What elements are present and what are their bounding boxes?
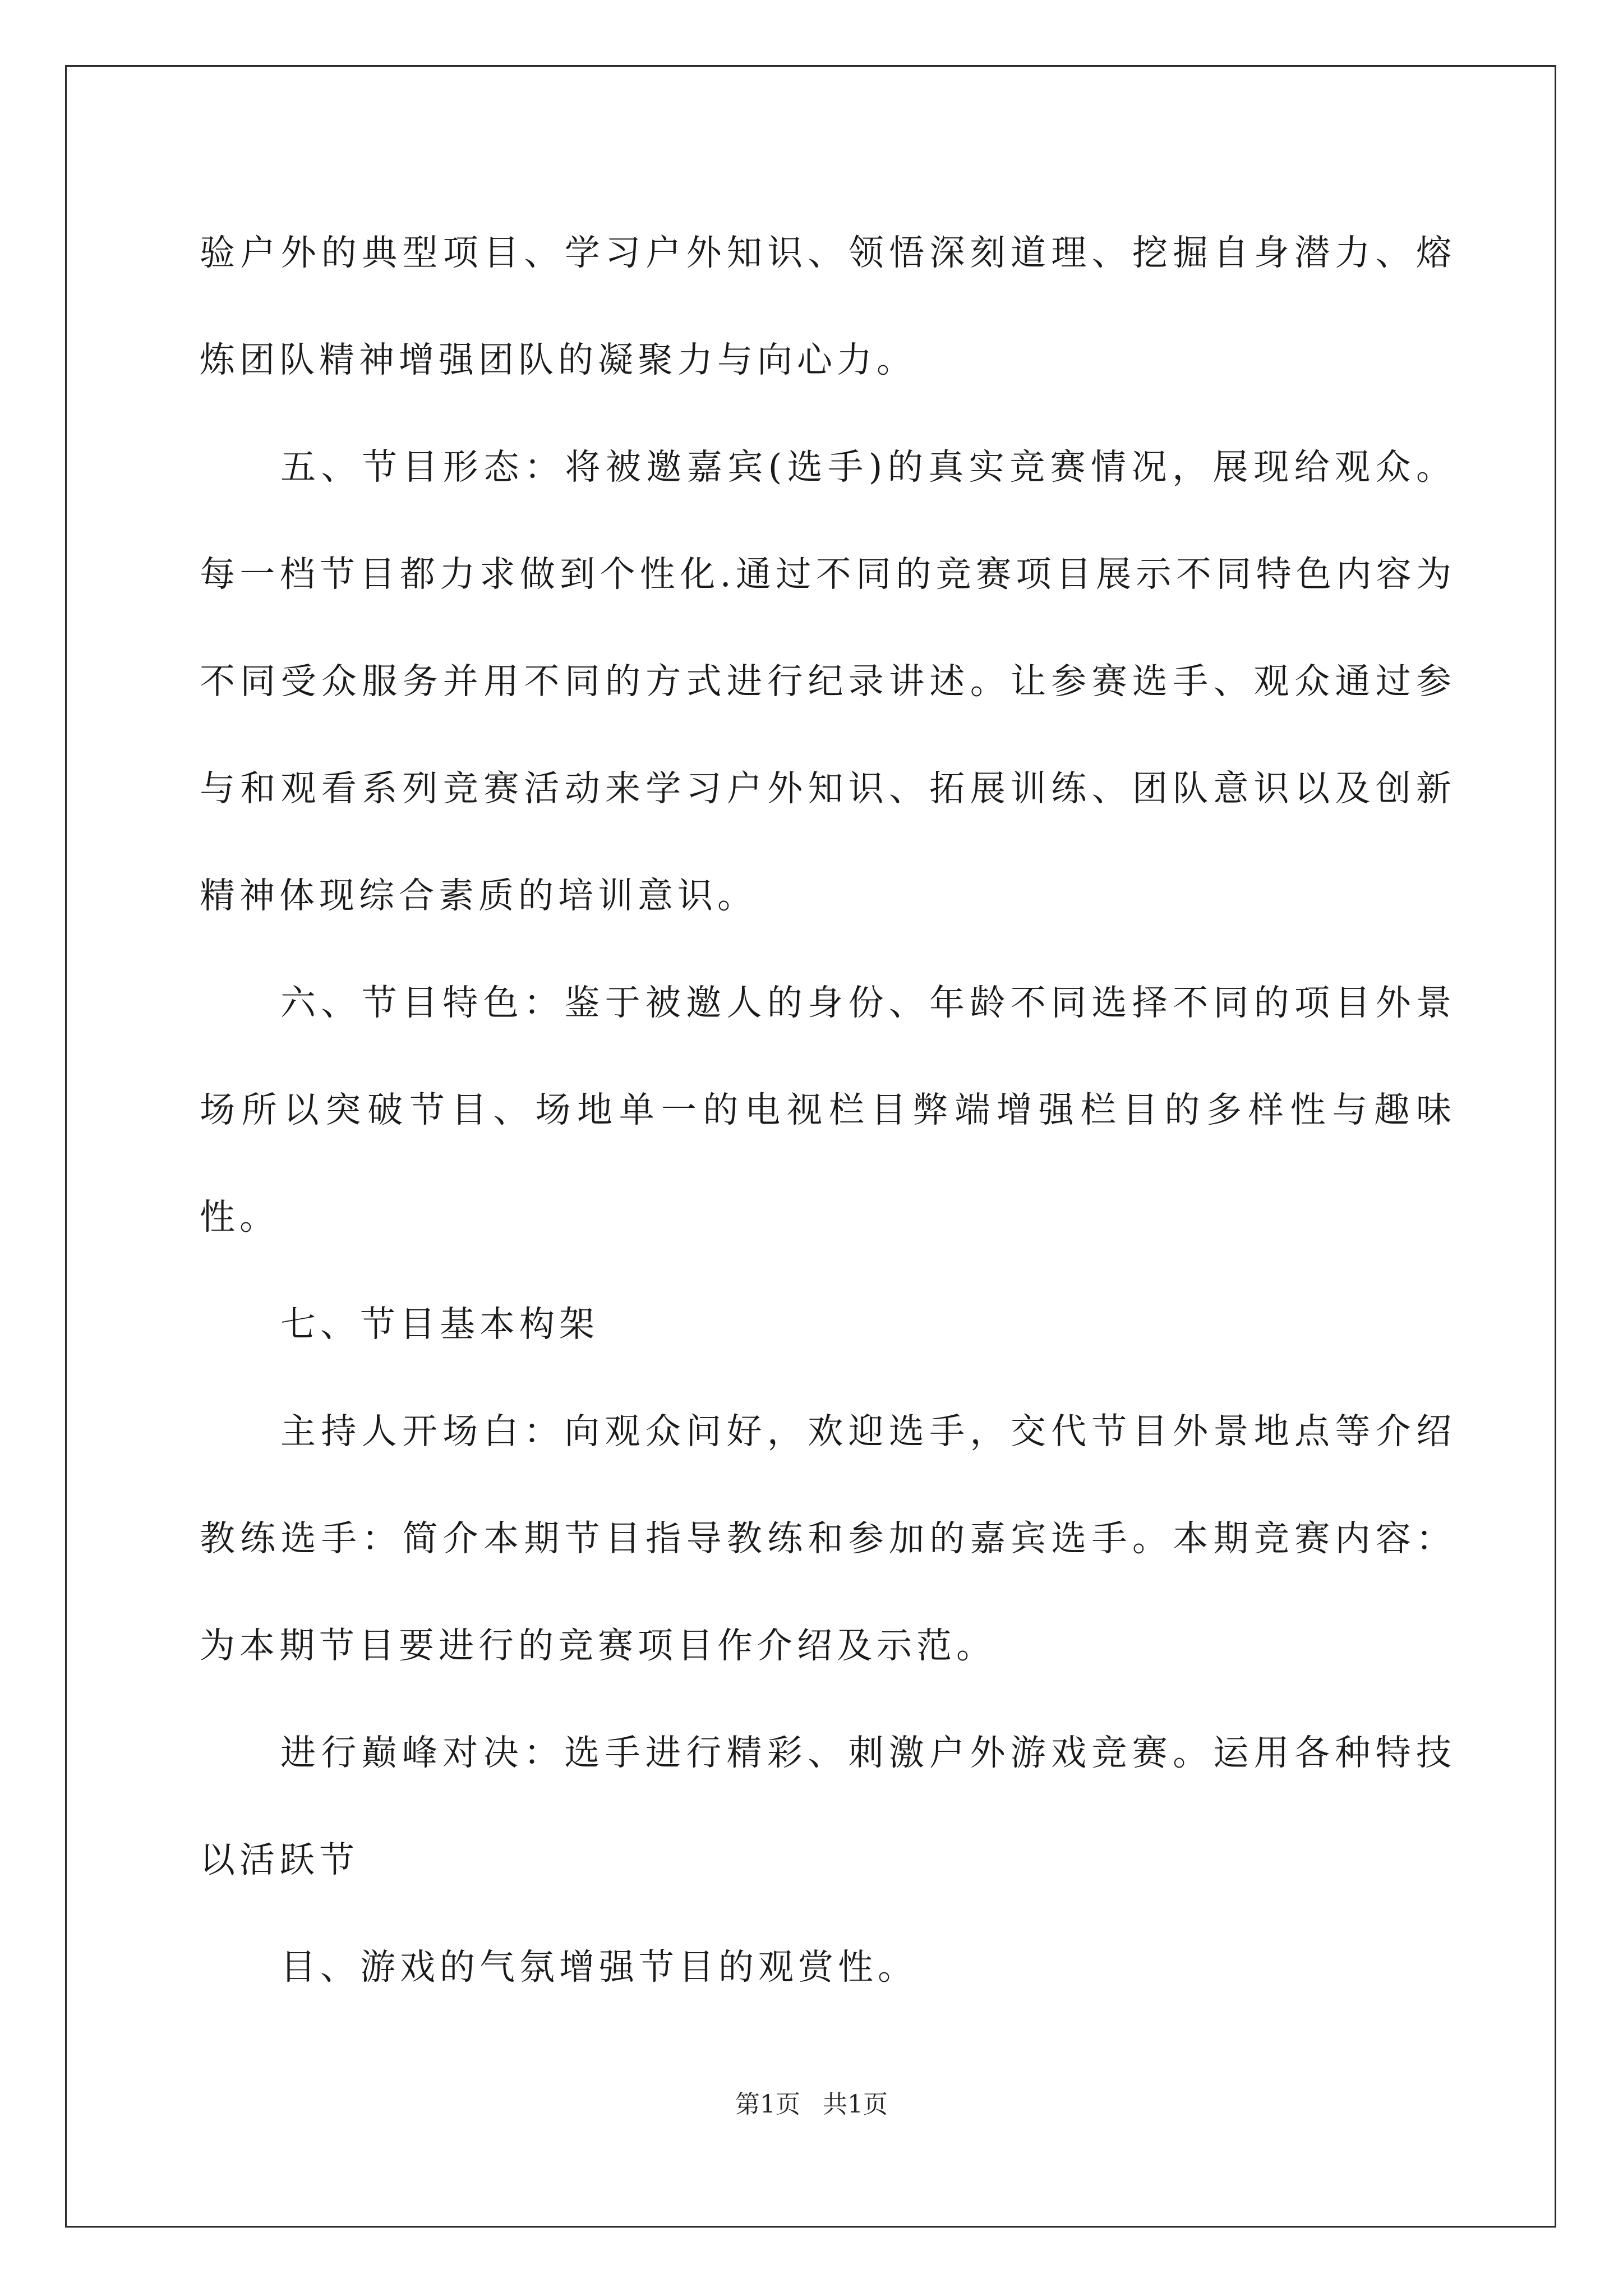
page-footer — [0, 2088, 1623, 2122]
paragraph-3: 六、节目特色：鉴于被邀人的身份、年龄不同选择不同的项目外景场所以突破节目、场地单一的电视栏目弊端增强栏目的多样性与趣味性。 — [200, 982, 1456, 1237]
document-body — [200, 199, 1456, 2021]
paragraph-2: 五、节目形态：将被邀嘉宾(选手)的真实竞赛情况，展现给观众。每一档节目都力求做到个性化.通过不同的竞赛项目展示不同特色内容为不同受众服务并用不同的方式进行纪录讲述。让参赛选手、观众通过参与和观看系列竞赛活动来学习户外知识、拓展训练、团队意识以及创新精神体现综合素质的培训意识。 — [200, 447, 1456, 916]
paragraph-6: 进行巅峰对决：选手进行精彩、刺激户外游戏竞赛。运用各种特技以活跃节 — [200, 1732, 1456, 1880]
paragraph-1: 验户外的典型项目、学习户外知识、领悟深刻道理、挖掘自身潜力、熔炼团队精神增强团队的凝聚力与向心力。 — [200, 232, 1456, 380]
paragraph-4: 七、节目基本构架 — [280, 1304, 599, 1345]
page-total: 共1页 — [823, 2090, 888, 2119]
paragraph-5: 主持人开场白：向观众问好，欢迎选手，交代节目外景地点等介绍教练选手：简介本期节目指导教练和参加的嘉宾选手。本期竞赛内容：为本期节目要进行的竞赛项目作介绍及示范。 — [200, 1411, 1456, 1666]
paragraph-7: 目、游戏的气氛增强节目的观赏性。 — [280, 1947, 917, 1987]
page-number: 第1页 — [735, 2090, 800, 2119]
